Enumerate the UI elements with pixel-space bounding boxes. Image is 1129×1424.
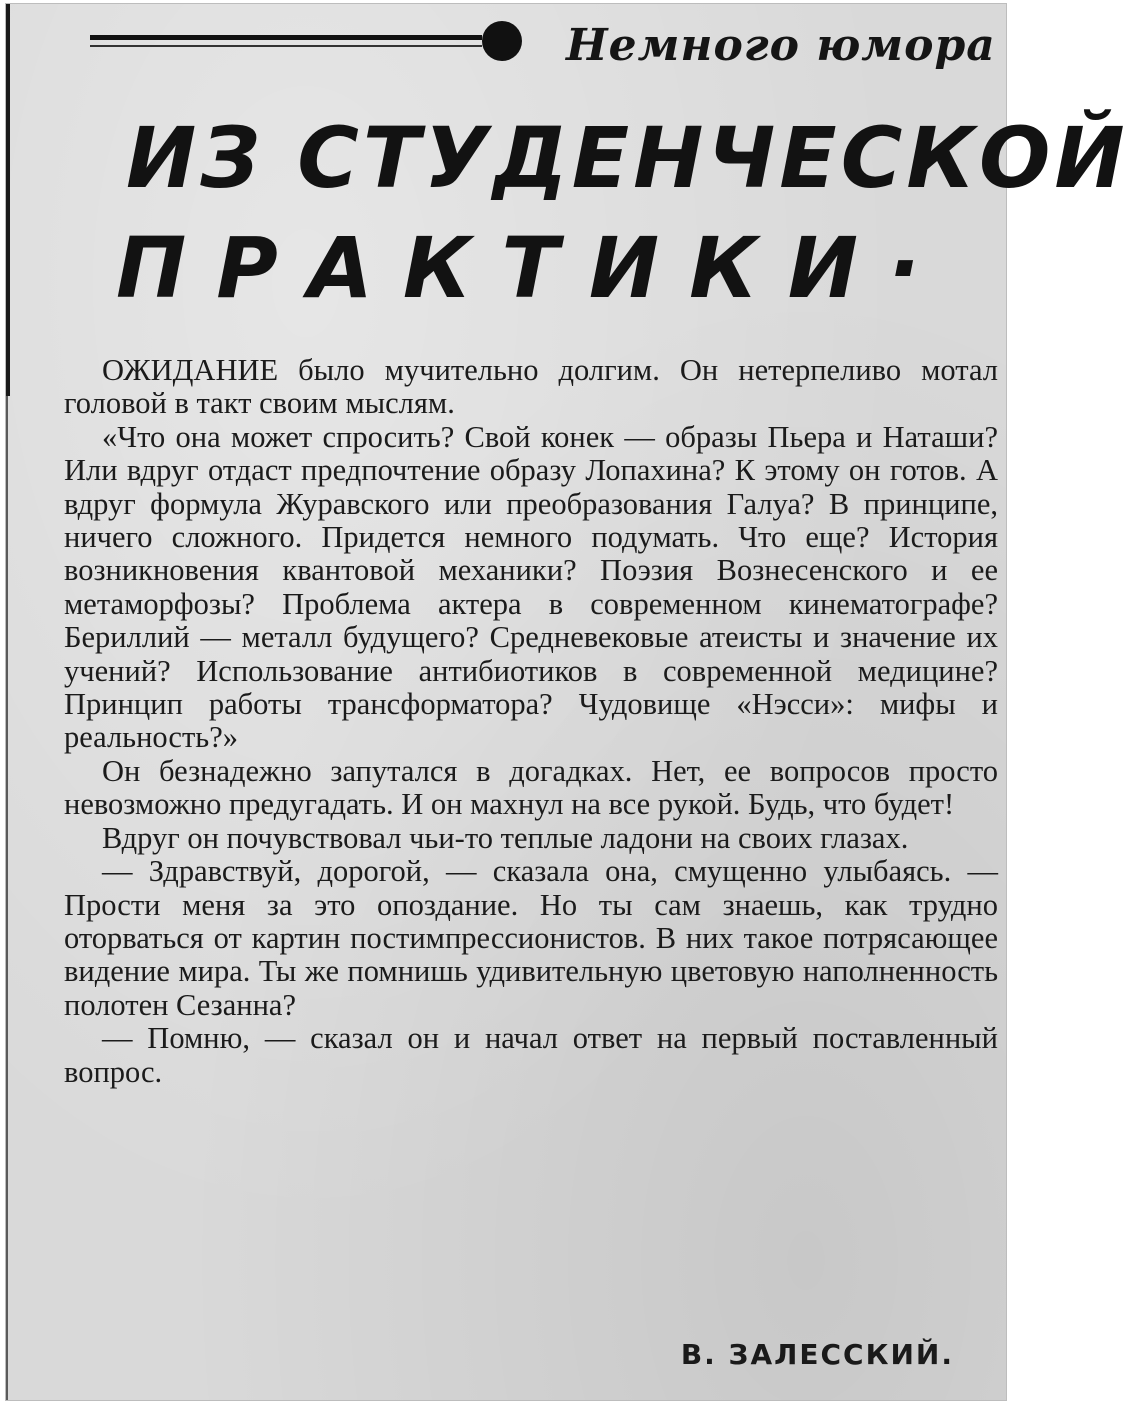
rubric-rule-thin	[90, 45, 482, 47]
rubric-rule	[90, 35, 482, 40]
rubric-label: Немного юмора	[566, 20, 996, 71]
newspaper-clipping	[6, 4, 1129, 1400]
article-paragraph: «Что она может спросить? Свой конек — образы Пьера и Наташи? Или вдруг отдаст предпочтение образу Лопахина? К этому он готов. А вдруг формула Журавского или преобразования Галуа? В принципе, ничего сложного. Придется немного подумать. Что еще? История возникновения квантовой механики? Поэзия Вознесенского и ее метаморфозы? Проблема актера в современном кинематографе? Бериллий — металл будущего? Средневековые атеисты и значение их учений? Использование антибиотиков в современной медицине? Принцип работы трансформатора? Чудовище «Нэсси»: мифы и реальность?»	[64, 419, 998, 755]
headline-line-1: ИЗ СТУДЕНЧЕСКОЙ	[126, 109, 1129, 207]
article-paragraph: — Помню, — сказал он и начал ответ на первый поставленный вопрос.	[64, 1021, 998, 1089]
article-paragraph: ОЖИДАНИЕ было мучительно долгим. Он нетерпеливо мотал головой в такт своим мыслям.	[64, 353, 998, 421]
article-paragraph: — Здравствуй, дорогой, — сказала она, смущенно улыбаясь. — Прости меня за это опоздание. Но ты сам знаешь, как трудно оторваться от картин постимпрессионистов. В них такое потрясающее видение мира. Ты же помнишь удивительную цветовую наполненность полотен Сезанна?	[64, 854, 998, 1022]
headline-line-2: ПРАКТИКИ·	[116, 219, 951, 317]
column-rule-lower	[6, 396, 8, 1400]
author-signature: В. ЗАЛЕССКИЙ.	[680, 1338, 954, 1371]
column-rule	[6, 4, 10, 396]
bullet-icon	[482, 21, 522, 61]
article-paragraph: Он безнадежно запутался в догадках. Нет, ее вопросов просто невозможно предугадать. И он махнул на все рукой. Будь, что будет!	[64, 753, 998, 822]
article-paragraph: Вдруг он почувствовал чьи-то теплые ладони на своих глазах.	[102, 820, 909, 855]
article-body	[64, 354, 998, 1089]
